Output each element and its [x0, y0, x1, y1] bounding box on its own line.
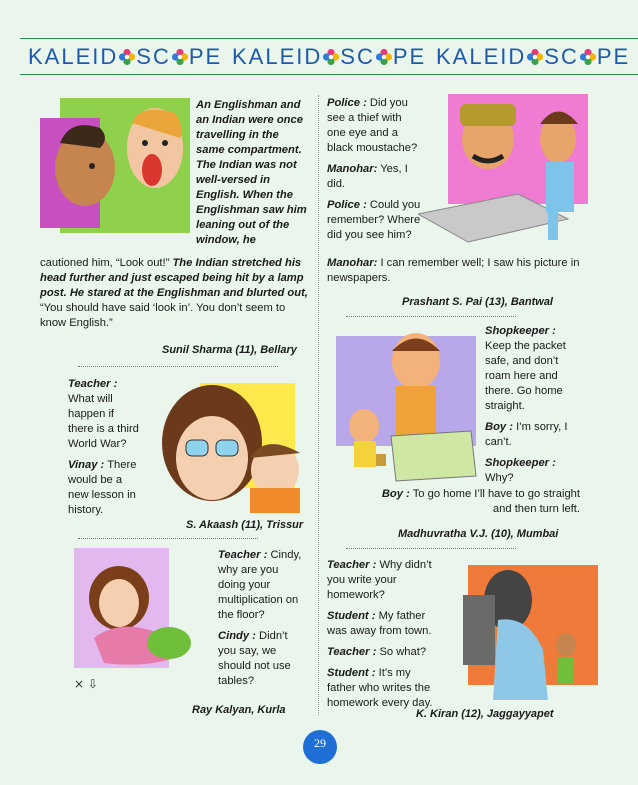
story2-text-1: What will happen if there is a third World War? [68, 393, 139, 450]
column-divider [318, 95, 319, 715]
flower-icon [375, 48, 393, 66]
story6-text-3: So what? [379, 646, 427, 658]
story1-quote-a: “Look out!” [115, 257, 170, 269]
story6-speaker-4: Student : [327, 667, 376, 679]
story4-credit: Prashant S. Pai (13), Bantwal [402, 296, 553, 308]
story6-speaker-3: Teacher : [327, 646, 377, 658]
story3-text-1: Cindy, why are you doing your multiplication on the floor? [218, 549, 302, 621]
story5-text-2: I’m sorry, I can’t. [485, 421, 568, 448]
shopkeeper-boy-illustration [336, 326, 481, 486]
story2-dialogue [68, 377, 142, 524]
story5-speaker-4: Boy : [381, 488, 410, 500]
flower-icon [579, 48, 597, 66]
cindy-floor-illustration [64, 548, 204, 698]
story4-text-3: Could you remember? Where did you see him? [327, 199, 421, 241]
story4-last-line [327, 256, 587, 286]
police-manohar-illustration [418, 94, 608, 244]
story4-speaker-1: Police : [327, 97, 367, 109]
story4-speaker-3: Police : [327, 199, 367, 211]
story2-text-2: There would be a new lesson in history. [68, 459, 137, 516]
englishman-indian-illustration [40, 98, 190, 238]
story2-speaker-2: Vinay : [68, 459, 105, 471]
story4-text-1: Did you see a thief with one eye and a black moustache? [327, 97, 418, 154]
story6-text-1: Why didn’t you write your homework? [327, 559, 432, 601]
story5-credit: Madhuvratha V.J. (10), Mumbai [398, 528, 559, 540]
divider-dots [78, 366, 278, 367]
story6-speaker-1: Teacher : [327, 559, 377, 571]
svg-text:× ⇩: × ⇩ [74, 677, 98, 691]
teacher-student-illustration [448, 560, 603, 705]
story5-last-line [380, 487, 580, 517]
story4-speaker-2: Manohar: [327, 163, 378, 175]
story2-credit: S. Akaash (11), Trissur [186, 519, 304, 531]
divider-dots [346, 316, 516, 317]
story4-speaker-4: Manohar: [327, 257, 378, 269]
divider-dots [78, 538, 258, 539]
flower-icon [118, 48, 136, 66]
teacher-vinay-illustration [150, 378, 305, 513]
flower-icon [322, 48, 340, 66]
story6-text-4: It’s my father who writes the homework every day. [327, 667, 433, 709]
story1-credit: Sunil Sharma (11), Bellary [162, 344, 297, 356]
banner-word-1: KALEID SC PE [28, 44, 223, 69]
story1-line-a: cautioned him, [40, 257, 113, 269]
flower-icon [526, 48, 544, 66]
story3-text-2: Didn’t you say, we should not use tables? [218, 630, 291, 687]
banner-word-3: KALEID SC PE [436, 44, 631, 69]
banner-top-rule [20, 38, 638, 39]
banner-bottom-rule [20, 74, 638, 75]
story3-speaker-2: Cindy : [218, 630, 256, 642]
story6-credit: K. Kiran (12), Jaggayyapet [416, 708, 554, 720]
page-number: 29 [303, 730, 337, 764]
story5-dialogue [485, 324, 580, 492]
story5-text-1: Keep the packet safe, and don’t roam here and there. Go home straight. [485, 340, 566, 412]
banner-word-2: KALEID SC PE [232, 44, 427, 69]
story6-text-2: My father was away from town. [327, 610, 432, 637]
flower-icon [171, 48, 189, 66]
story5-speaker-1: Shopkeeper : [485, 325, 556, 337]
story3-credit: Ray Kalyan, Kurla [192, 704, 286, 716]
story6-speaker-2: Student : [327, 610, 376, 622]
story4-dialogue [327, 96, 421, 249]
story5-text-4: To go home I’ll have to go straight and then turn left. [412, 488, 580, 515]
story4-text-2: Yes, I did. [327, 163, 408, 190]
story3-speaker-1: Teacher : [218, 549, 268, 561]
story3-dialogue [218, 548, 306, 695]
story5-speaker-3: Shopkeeper : [485, 457, 556, 469]
story1-quote-b: “You should have said ‘look in’. You don’t seem to know English.” [40, 302, 286, 329]
story1-body [40, 256, 310, 331]
story1-intro: An Englishman and an Indian were once travelling in the same compartment. The Indian was not well-versed in English. When the Englishman saw him leaning out of the window, he [196, 99, 307, 246]
divider-dots [346, 548, 516, 549]
story4-text-4: I can remember well; I saw his picture in newspapers. [327, 257, 580, 284]
story2-speaker-1: Teacher : [68, 378, 118, 390]
story5-text-3: Why? [485, 472, 514, 484]
kaleidoscope-banner [0, 38, 638, 76]
story6-dialogue [327, 558, 439, 717]
story1-bold-b: The Indian stretched his head further and just escaped being hit by a lamp post. He stared at the Englishman and blurted out, [40, 257, 308, 299]
story5-speaker-2: Boy : [485, 421, 513, 433]
